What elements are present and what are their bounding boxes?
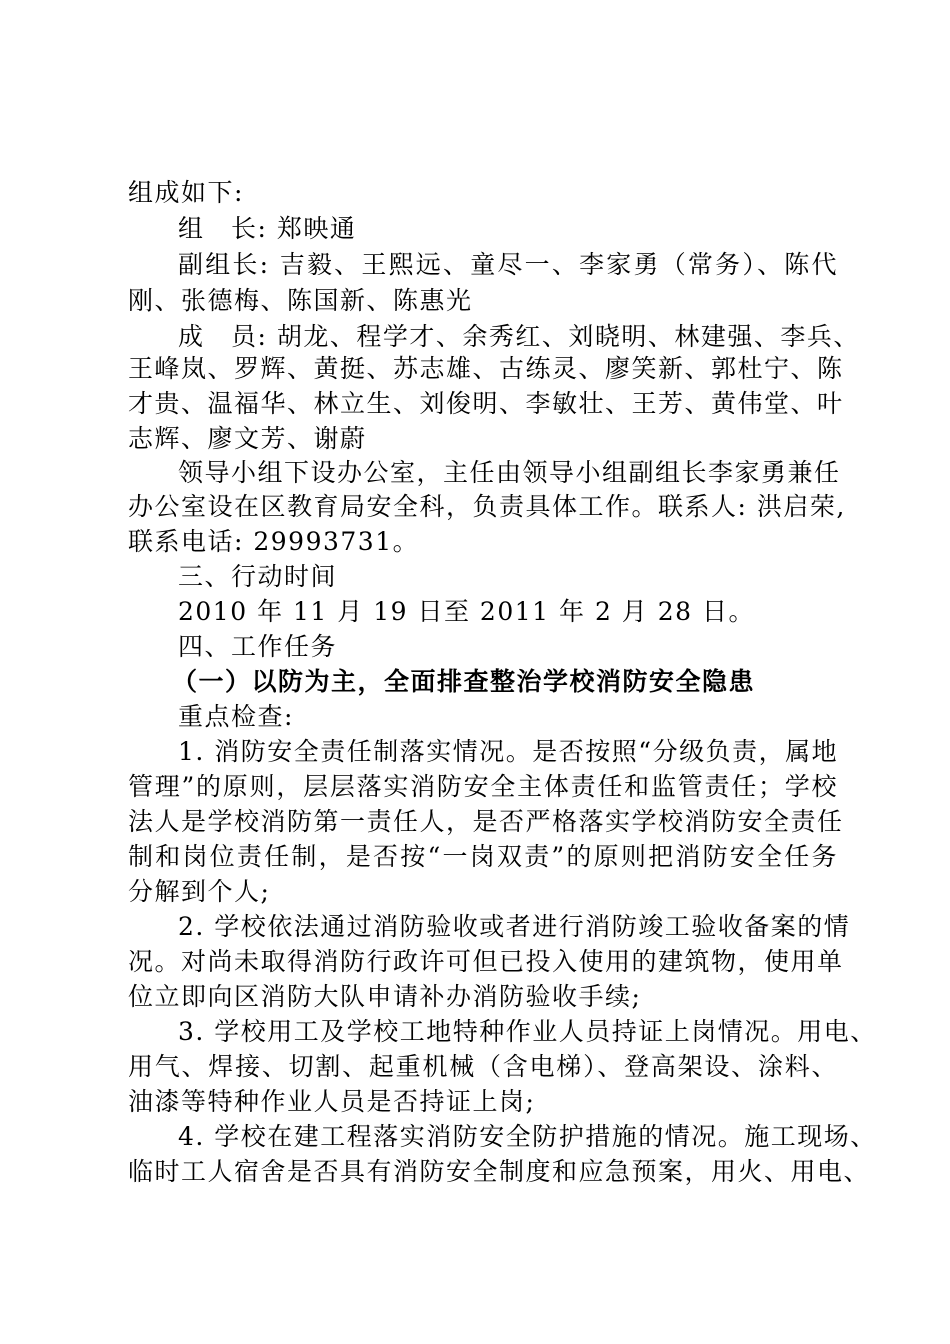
text-line: 3. 学校用工及学校工地特种作业人员持证上岗情况。用电、 [178, 1017, 877, 1046]
text-line: 重点检查: [178, 702, 294, 731]
text-line: 副组长: 吉毅、王熙远、童尽一、李家勇（常务）、陈代 [178, 250, 838, 279]
text-line: 管理”的原则，层层落实消防安全主体责任和监管责任；学校 [128, 772, 838, 801]
section-heading: 四、工作任务 [178, 632, 338, 661]
text-line: 联系电话: 29993731。 [128, 527, 420, 556]
text-line: 刚、张德梅、陈国新、陈惠光 [128, 286, 473, 315]
text-line: 才贵、温福华、林立生、刘俊明、李敏壮、王芳、黄伟堂、叶 [128, 389, 844, 418]
text-line: 用气、焊接、切割、起重机械（含电梯）、登高架设、涂料、 [128, 1052, 838, 1081]
subsection-heading: （一）以防为主，全面排查整治学校消防安全隐患 [172, 667, 756, 696]
text-line: 分解到个人; [128, 877, 271, 906]
text-line: 2010 年 11 月 19 日至 2011 年 2 月 28 日。 [178, 597, 756, 626]
text-line: 领导小组下设办公室，主任由领导小组副组长李家勇兼任 [178, 458, 841, 487]
section-heading: 三、行动时间 [178, 562, 338, 591]
text-line: 油漆等特种作业人员是否持证上岗; [128, 1087, 536, 1116]
text-line: 志辉、廖文芳、谢蔚 [128, 424, 367, 453]
text-line: 王峰岚、罗辉、黄挺、苏志雄、古练灵、廖笑新、郭杜宁、陈 [128, 354, 844, 383]
text-line: 组成如下: [128, 178, 244, 207]
text-line: 4. 学校在建工程落实消防安全防护措施的情况。施工现场、 [178, 1122, 877, 1151]
text-line: 办公室设在区教育局安全科，负责具体工作。联系人: 洪启荣, [128, 492, 846, 521]
text-line: 位立即向区消防大队申请补办消防验收手续; [128, 982, 642, 1011]
text-line: 法人是学校消防第一责任人，是否严格落实学校消防安全责任 [128, 807, 844, 836]
text-line: 成 员: 胡龙、程学才、余秀红、刘晓明、林建强、李兵、 [178, 322, 860, 351]
text-line: 1. 消防安全责任制落实情况。是否按照“分级负责，属地 [178, 737, 839, 766]
text-line: 2. 学校依法通过消防验收或者进行消防竣工验收备案的情 [178, 912, 851, 941]
text-line: 制和岗位责任制，是否按“一岗双责”的原则把消防安全任务 [128, 842, 838, 871]
text-line: 临时工人宿舍是否具有消防安全制度和应急预案，用火、用电、 [128, 1157, 871, 1186]
text-line: 组 长: 郑映通 [178, 214, 357, 243]
text-line: 况。对尚未取得消防行政许可但已投入使用的建筑物，使用单 [128, 947, 844, 976]
